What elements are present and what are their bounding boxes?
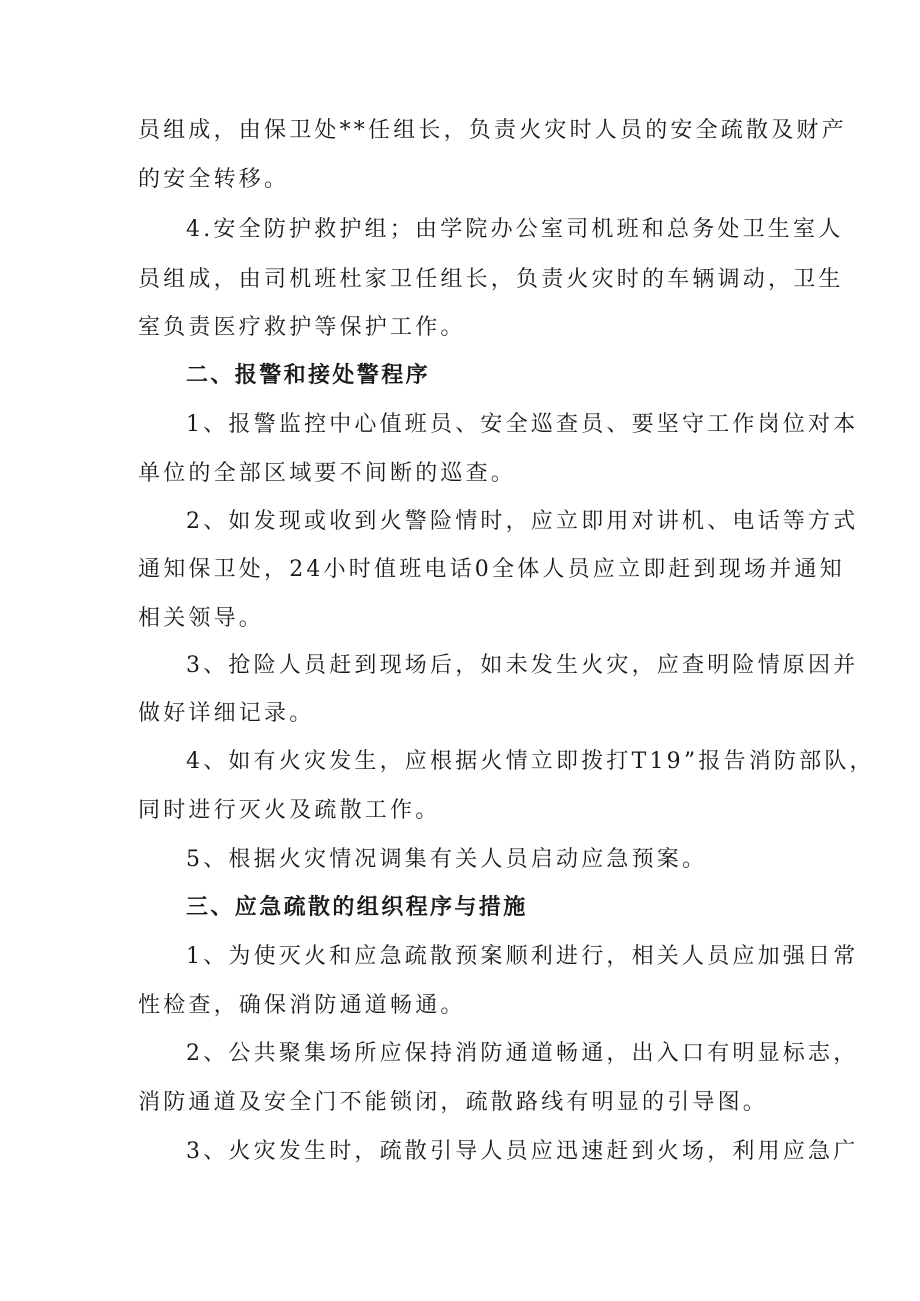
- text-line: 3、火灾发生时，疏散引导人员应迅速赶到火场，利用应急广: [186, 1139, 859, 1164]
- text-line: 4.安全防护救护组；由学院办公室司机班和总务处卫生室人: [186, 217, 844, 242]
- text-line: 员组成，由保卫处**任组长，负责火灾时人员的安全疏散及财产: [138, 118, 847, 143]
- text-line: 单位的全部区域要不间断的巡查。: [138, 461, 517, 486]
- text-line: 同时进行灭火及疏散工作。: [138, 798, 441, 823]
- text-line: 5、根据火灾情况调集有关人员启动应急预案。: [186, 847, 708, 872]
- section-heading: 二、报警和接处警程序: [186, 363, 431, 388]
- text-line: 通知保卫处，24小时值班电话0全体人员应立即赶到现场并通知: [138, 557, 845, 582]
- text-line: 2、公共聚集场所应保持消防通道畅通，出入口有明显标志，: [186, 1041, 859, 1066]
- text-line: 3、抢险人员赶到现场后，如未发生火灾，应查明险情原因并: [186, 653, 859, 678]
- text-line: 的安全转移。: [138, 167, 290, 192]
- text-line: 4、如有火灾发生，应根据火情立即拨打T19”报告消防部队，: [186, 749, 875, 774]
- section-heading: 三、应急疏散的组织程序与措施: [186, 895, 528, 920]
- text-line: 相关领导。: [138, 606, 265, 631]
- text-line: 室负责医疗救护等保护工作。: [138, 315, 466, 340]
- text-line: 消防通道及安全门不能锁闭，疏散路线有明显的引导图。: [138, 1090, 769, 1115]
- text-line: 员组成，由司机班杜家卫任组长，负责火灾时的车辆调动，卫生: [138, 267, 844, 292]
- text-line: 性检查，确保消防通道畅通。: [138, 993, 466, 1018]
- text-line: 1、报警监控中心值班员、安全巡查员、要坚守工作岗位对本: [186, 412, 859, 437]
- text-line: 2、如发现或收到火警险情时，应立即用对讲机、电话等方式: [186, 509, 859, 534]
- text-line: 1、为使灭火和应急疏散预案顺利进行，相关人员应加强日常: [186, 944, 859, 969]
- text-line: 做好详细记录。: [138, 701, 315, 726]
